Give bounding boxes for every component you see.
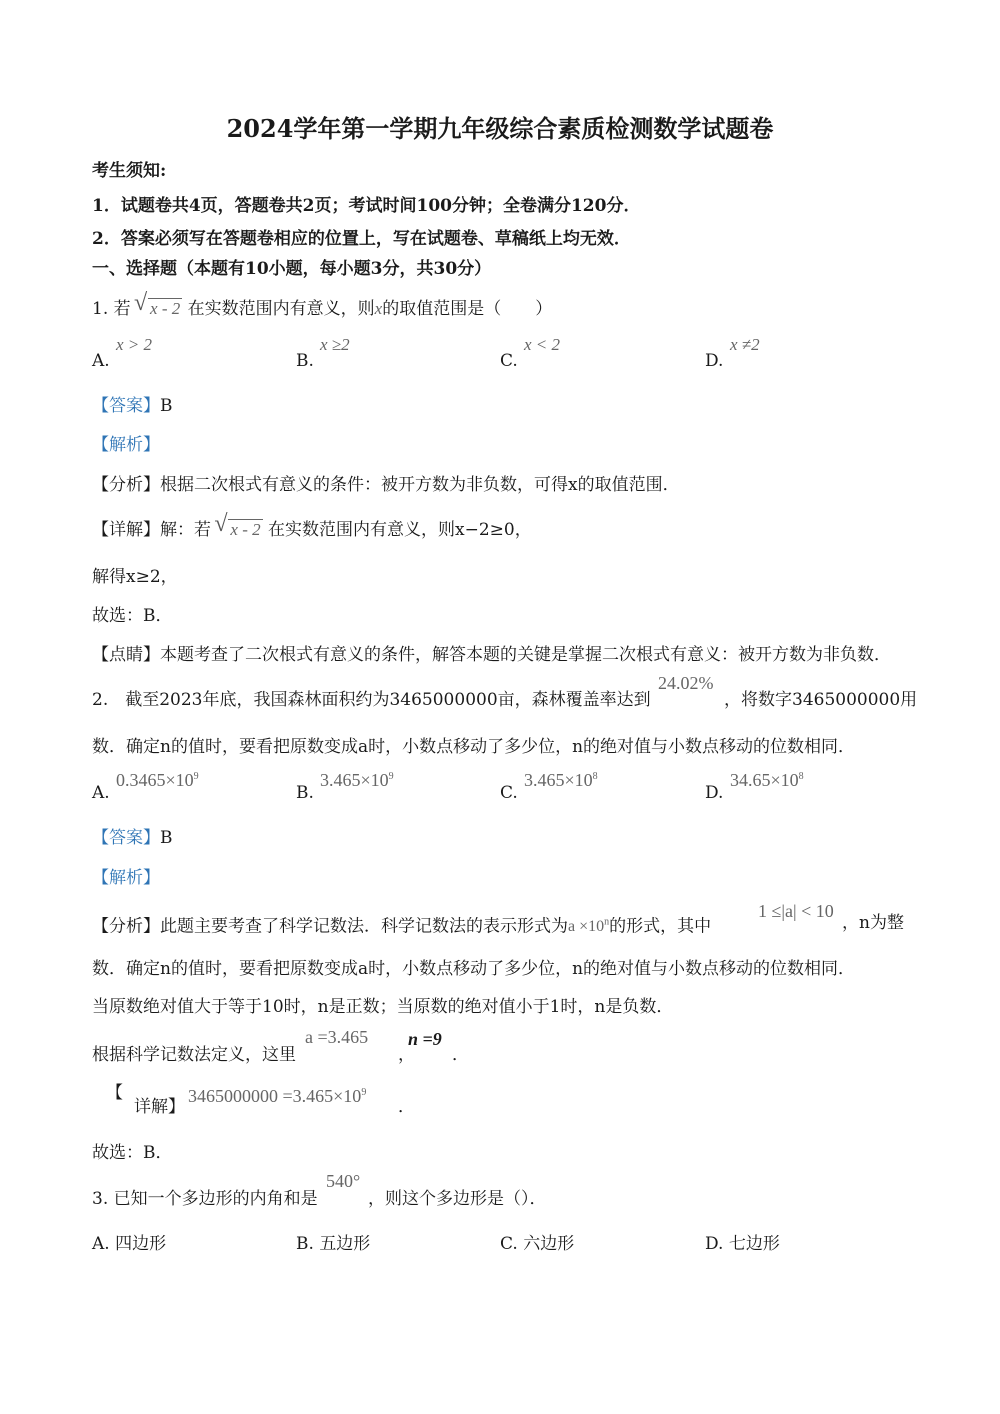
q2-choose: 故选：B． [92, 1143, 173, 1163]
q2-xj-math [188, 1082, 366, 1107]
answer-tag: 【答案】 [92, 828, 160, 848]
math-exp: 8 [798, 771, 804, 782]
option-letter: D. [705, 1234, 724, 1254]
fenxi-text-a: 此题主要考查了科学记数法．科学记数法的表示形式为 [160, 916, 568, 937]
q2-comma: ， [398, 1045, 415, 1065]
q1-option-a [92, 350, 110, 372]
q1-option-c [500, 350, 518, 372]
q1-var: x [374, 299, 383, 318]
q1-option-b [296, 350, 314, 372]
option-letter: C. [500, 351, 518, 371]
page-title: 2024学年第一学期九年级综合素质检测数学试题卷 [226, 114, 774, 143]
fenxi-tag: 【分析】 [92, 916, 160, 937]
math-base: a ×10 [568, 918, 605, 936]
q2-option-b [296, 782, 314, 804]
q3-option-a [92, 1233, 166, 1255]
question-1-stem [92, 298, 552, 320]
q1-prefix: 1. 若 [92, 299, 131, 319]
question-2-line-2: 数．确定n的值时，要看把原数变成a时，小数点移动了多少位，n的绝对值与小数点移动的位数相同． [92, 737, 856, 757]
math-base: 3.465×10 [320, 770, 389, 790]
option-text: 四边形 [115, 1234, 167, 1254]
math-exp: 9 [193, 771, 199, 782]
option-letter: B. [296, 351, 314, 371]
q2-option-a [92, 782, 110, 804]
option-letter: C. [500, 1234, 518, 1254]
option-letter: D. [705, 351, 724, 371]
notice-item-1: 1．试题卷共4页，答题卷共2页；考试时间100分钟；全卷满分120分． [92, 196, 641, 216]
math-exp: 9 [388, 771, 394, 782]
q1-radicand: x - 2 [150, 299, 181, 318]
question-3-suffix: ，则这个多边形是（）． [368, 1189, 547, 1209]
dianjing-tag: 【点睛】 [92, 645, 160, 665]
q1-option-d [705, 350, 723, 372]
fenxi-tag: 【分析】 [92, 475, 160, 495]
option-text: 五边形 [319, 1234, 371, 1254]
math-exp: n [604, 917, 610, 928]
q2-option-c [500, 782, 518, 804]
math-exp: 8 [592, 771, 598, 782]
math-base: 0.3465×10 [116, 770, 194, 790]
q1-solve: 解得x≥2， [92, 567, 178, 587]
q2-range-math: 1 ≤|a| < 10 [758, 901, 834, 921]
sqrt-expression [216, 519, 262, 541]
q3-option-d [705, 1233, 780, 1255]
xiangjie-radicand: x - 2 [230, 520, 261, 539]
question-3-prefix: 3. 已知一个多边形的内角和是 [92, 1189, 318, 1209]
q1-analysis-tag: 【解析】 [92, 435, 160, 455]
math-base: 3465000000 =3.465×10 [188, 1086, 362, 1106]
fenxi-text-b: 的形式，其中 [609, 916, 712, 937]
q1-option-a-math: x > 2 [116, 335, 153, 354]
q1-option-b-math: x ≥2 [320, 335, 350, 354]
form-math [568, 918, 609, 935]
question-2-line-1b: ，将数字3465000000用 [724, 690, 918, 710]
xiangjie-prefix: 解：若 [160, 520, 211, 540]
xiangjie-tag: 【详解】 [92, 520, 160, 540]
q1-dianjing [92, 644, 891, 666]
notice-item-2: 2．答案必须写在答题卷相应的位置上，写在试题卷、草稿纸上均无效． [92, 229, 631, 249]
q2-percent: 24.02% [658, 673, 714, 693]
q2-period: ． [452, 1045, 469, 1065]
q2-option-b-math [320, 766, 394, 791]
q1-fenxi [92, 474, 680, 496]
q2-option-c-math [524, 766, 598, 791]
answer-tag: 【答案】 [92, 396, 160, 416]
dianjing-text: 本题考查了二次根式有意义的条件，解答本题的关键是掌握二次根式有意义：被开方数为非负数． [160, 645, 891, 665]
q1-choose: 故选：B． [92, 606, 173, 626]
q3-angle: 540° [326, 1171, 361, 1191]
q2-n-value: n =9 [408, 1029, 442, 1049]
math-exp: 9 [361, 1087, 367, 1098]
q1-suffix: 在实数范围内有意义，则 [187, 299, 375, 319]
q2-a-value: a =3.465 [305, 1027, 369, 1047]
xiangjie-suffix: 在实数范围内有意义，则x−2≥0， [268, 520, 532, 540]
q2-option-d-math [730, 766, 804, 791]
q2-xj-tag: 详解】 [134, 1097, 185, 1117]
notice-heading: 考生须知: [92, 161, 167, 181]
fenxi-text: 根据二次根式有意义的条件：被开方数为非负数，可得x的取值范围． [160, 475, 680, 495]
q1-answer [92, 395, 173, 417]
q3-option-b [296, 1233, 370, 1255]
option-letter: A. [92, 783, 110, 803]
q2-define-text: 根据科学记数法定义，这里 [92, 1045, 296, 1065]
q2-option-a-math [116, 766, 199, 791]
q1-suffix2: 的取值范围是（ ） [382, 299, 553, 319]
q2-line-2: 数．确定n的值时，要看把原数变成a时，小数点移动了多少位，n的绝对值与小数点移动的位数相同． [92, 959, 856, 979]
q2-option-d [705, 782, 723, 804]
option-letter: B. [296, 1234, 314, 1254]
answer-value: B [160, 396, 173, 416]
q2-answer [92, 827, 173, 849]
section-heading: 一、选择题（本题有10小题，每小题3分，共30分） [92, 259, 492, 279]
q2-line-3: 当原数绝对值大于等于10时，n是正数；当原数的绝对值小于1时，n是负数． [92, 997, 674, 1017]
option-letter: B. [296, 783, 314, 803]
option-letter: D. [705, 783, 724, 803]
answer-value: B [160, 828, 173, 848]
option-letter: C. [500, 783, 518, 803]
q2-xj-end: ． [398, 1097, 415, 1117]
q1-xiangjie [92, 519, 532, 541]
option-letter: A. [92, 351, 110, 371]
option-letter: A. [92, 1234, 110, 1254]
q3-option-c [500, 1233, 574, 1255]
q2-fenxi-text-c: ，n为整 [842, 913, 904, 933]
q2-fenxi-line-1 [92, 912, 711, 938]
question-2-line-1a: 2. 截至2023年底，我国森林面积约为3465000000亩，森林覆盖率达到 [92, 690, 651, 710]
option-text: 七边形 [728, 1234, 780, 1254]
q2-analysis-tag: 【解析】 [92, 868, 160, 888]
sqrt-expression [136, 298, 182, 320]
math-base: 3.465×10 [524, 770, 593, 790]
q1-option-c-math: x < 2 [524, 335, 561, 354]
q1-option-d-math: x ≠2 [730, 335, 760, 354]
q2-xj-bracket: 【 [106, 1083, 123, 1103]
option-text: 六边形 [523, 1234, 575, 1254]
math-base: 34.65×10 [730, 770, 799, 790]
